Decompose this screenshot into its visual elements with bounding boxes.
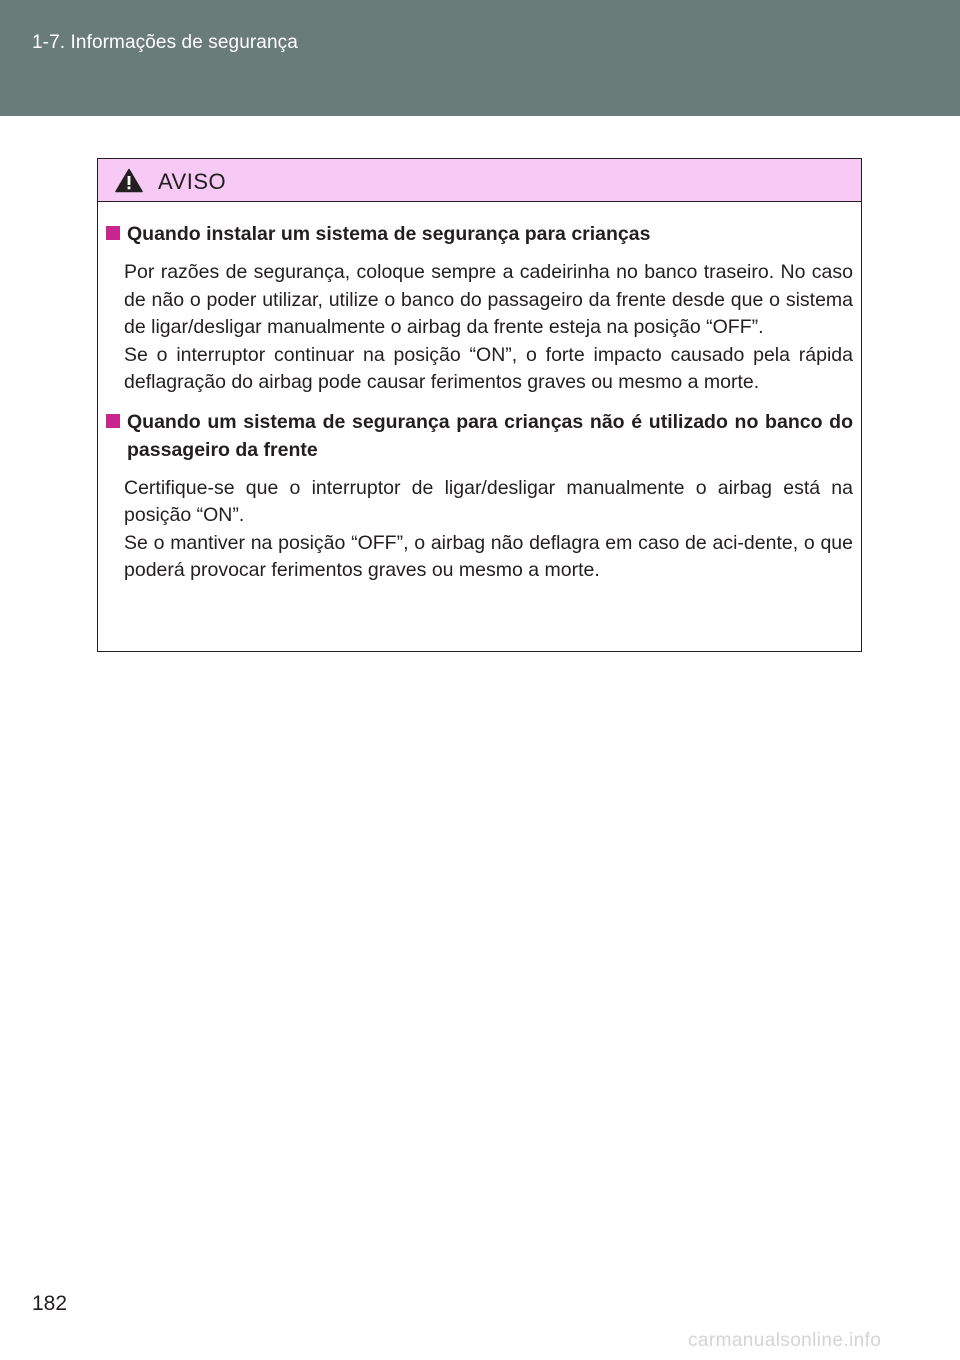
square-bullet-icon (106, 414, 124, 428)
section-heading-text: Quando instalar um sistema de segurança para crianças (127, 223, 651, 245)
paragraph: Certifique-se que o interruptor de ligar/desligar manualmente o airbag está na posição “ON”. (124, 476, 853, 526)
page-number: 182 (32, 1292, 68, 1315)
section-heading-text: Quando um sistema de segurança para crianças não é utilizado no banco do passageiro da frente (127, 410, 853, 461)
paragraph: Se o interruptor continuar na posição “ON”, o forte impacto causado pela rápida deflagração do airbag pode causar ferimentos graves ou mesmo a morte. (124, 343, 853, 393)
watermark: carmanualsonline.info (688, 1330, 882, 1351)
warning-box (97, 158, 862, 652)
warning-body (98, 202, 861, 585)
paragraph: Se o mantiver na posição “OFF”, o airbag não deflagra em caso de aci-dente, o que poderá provocar ferimentos graves ou mesmo a morte. (124, 531, 853, 581)
paragraph: Por razões de segurança, coloque sempre a cadeirinha no banco traseiro. No caso de não o poder utilizar, utilize o banco do passageiro da frente desde que o sistema de ligar/desligar manualmente o airbag da frente esteja na posição “OFF”. (124, 261, 853, 338)
section-heading (106, 220, 853, 248)
warning-triangle-icon (115, 168, 143, 193)
warning-title: AVISO (158, 169, 227, 194)
header-band (0, 0, 960, 116)
warning-section-child-seat (106, 220, 853, 397)
section-body (106, 475, 853, 585)
warning-section-no-child-seat (106, 408, 853, 585)
section-heading (106, 408, 853, 464)
section-title: 1-7. Informações de segurança (32, 32, 298, 53)
warning-header (98, 159, 861, 202)
square-bullet-icon (106, 226, 124, 240)
section-body (106, 259, 853, 397)
